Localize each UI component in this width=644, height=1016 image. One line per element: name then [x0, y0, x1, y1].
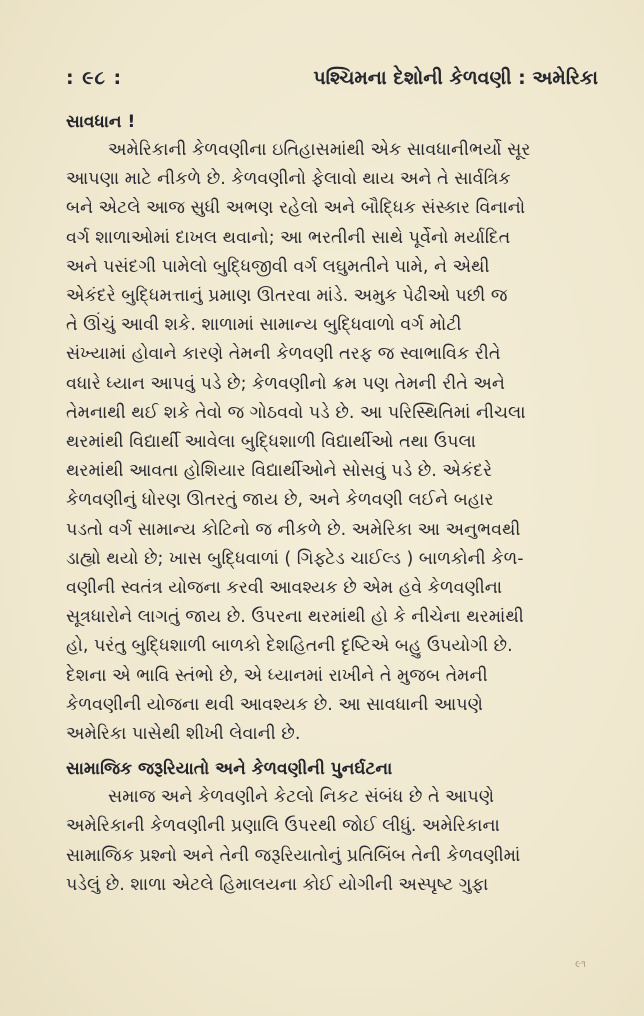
paragraph-caution	[66, 136, 606, 749]
text-line: સૂત્રધારોને લાગતું જાય છે. ઉપરના થરમાંથી હો કે નીચેના થરમાંથી	[66, 607, 524, 628]
text-line: પડેલું છે. શાળા એટલે હિમાલયના કોઈ યોગીની અસ્પૃષ્ટ ગુફા	[66, 874, 489, 895]
text-line: દેશના એ ભાવિ સ્તંભો છે, એ ધ્યાનમાં રાખીને તે મુજબ તેમની	[66, 665, 488, 686]
text-line: કેળવણીનું ધોરણ ઊતરતું જાય છે, અને કેળવણી લઈને બહાર	[66, 490, 494, 511]
text-line: થરમાંથી આવતા હોશિયાર વિદ્યાર્થીઓને સોસવું પડે છે. એકંદરે	[66, 461, 493, 482]
text-line: ડાહ્યો થયો છે; ખાસ બુદ્ધિવાળાં ( ગિફ્ટેડ ચાઈલ્ડ ) બાળકોની કેળ-	[66, 548, 524, 569]
text-line: વધારે ધ્યાન આપવું પડે છે; કેળવણીનો ક્રમ પણ તેમની રીતે અને	[66, 373, 505, 394]
text-line: સંખ્યામાં હોવાને કારણે તેમની કેળવણી તરફ જ સ્વાભાવિક રીતે	[66, 344, 501, 365]
text-line: અમેરિકાની કેળવણીના ઇતિહાસમાંથી એક સાવધાનીભર્યો સૂર	[108, 140, 531, 160]
text-line: કેળવણીની યોજના થવી આવશ્યક છે. આ સાવધાની આપણે	[66, 694, 483, 715]
running-head: પશ્ચિમના દેશોની કેળવણી : અમેરિકા	[313, 67, 598, 89]
page-header	[66, 62, 598, 94]
section-heading-caution: સાવધાન !	[66, 112, 136, 132]
text-line: સમાજ અને કેળવણીને કેટલો નિકટ સંબંધ છે તે આપણે	[108, 787, 494, 808]
paragraph-social-needs	[66, 783, 606, 900]
text-line: તેમનાથી થઈ શકે તેવો જ ગોઠવવો પડે છે. આ પરિસ્થિતિમાં નીચલા	[66, 402, 526, 423]
text-line: સામાજિક પ્રશ્નો અને તેની જરૂરિયાતોનું પ્રતિબિંબ તેની કેળવણીમાં	[66, 845, 521, 866]
text-line: અમેરિકાની કેળવણીની પ્રણાલિ ઉપરથી જોઈ લીધું. અમેરિકાના	[66, 816, 500, 837]
text-line: થરમાંથી વિદ્યાર્થી આવેલા બુદ્ધિશાળી વિદ્યાર્થીઓ તથા ઉપલા	[66, 432, 476, 453]
page-number: : ૯૮ :	[66, 67, 123, 89]
text-line: તે ઊંચું આવી શકે. શાળામાં સામાન્ય બુદ્ધિવાળો વર્ગ મોટી	[66, 315, 462, 336]
section-heading-social-needs: સામાજિક જરૂરિયાતો અને કેળવણીની પુનર્ઘટના	[66, 759, 393, 780]
text-line: અને પસંદગી પામેલો બુદ્ધિજીવી વર્ગ લઘુમતીને પામે, ને એથી	[66, 256, 490, 277]
text-line: બને એટલે આજ સુધી અભણ રહેલો અને બૌદ્ધિક સંસ્કાર વિનાનો	[66, 198, 526, 219]
page-content	[66, 108, 606, 900]
text-line: હો, પરંતુ બુદ્ધિશાળી બાળકો દેશહિતની દૃષ્ટિએ બહુ ઉપયોગી છે.	[66, 636, 513, 657]
text-line: પડતો વર્ગ સામાન્ય કોટિનો જ નીકળે છે. અમેરિકા આ અનુભવથી	[66, 519, 521, 540]
text-line: વણીની સ્વતંત્ર યોજના કરવી આવશ્યક છે એમ હવે કેળવણીના	[66, 578, 503, 599]
corner-mark: ૯૧	[575, 959, 586, 970]
text-line: એકંદરે બુદ્ધિમત્તાનું પ્રમાણ ઊતરવા માંડે. અમુક પેઢીઓ પછી જ	[66, 286, 508, 307]
text-line: આપણા માટે નીકળે છે. કેળવણીનો ફેલાવો થાય અને તે સાર્વત્રિક	[66, 169, 511, 190]
text-line: અમેરિકા પાસેથી શીખી લેવાની છે.	[66, 724, 301, 745]
text-line: વર્ગ શાળાઓમાં દાખલ થવાનો; આ ભરતીની સાથે પૂર્વેનો મર્યાદિત	[66, 227, 511, 248]
